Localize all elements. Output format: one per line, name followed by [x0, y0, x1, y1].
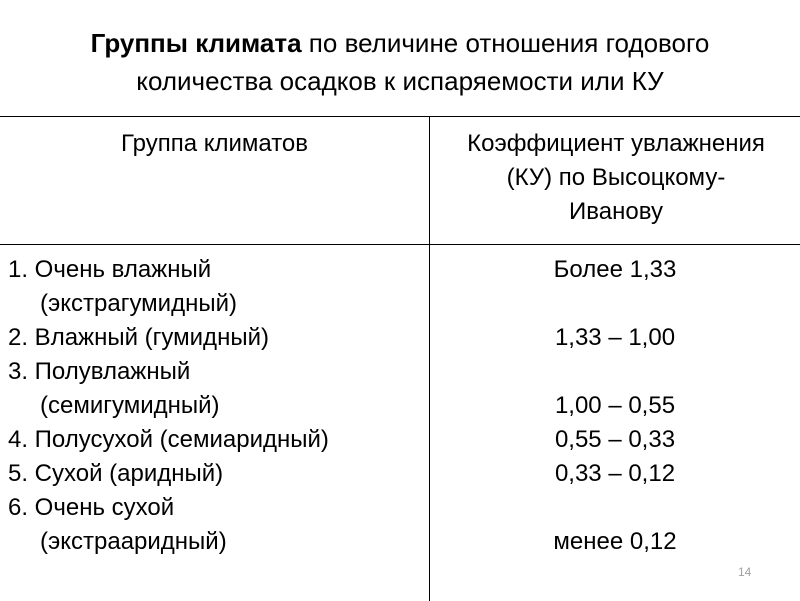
group-3-line-1: 3. Полувлажный: [8, 358, 191, 385]
title-line-1-rest: по величине отношения годового: [301, 28, 710, 58]
title-line-2: количества осадков к испаряемости или КУ: [136, 66, 664, 96]
header-right-line-3: Иванову: [569, 198, 663, 225]
group-5-line-1: 5. Сухой (аридный): [8, 460, 224, 487]
value-group-5: 0,33 – 0,12: [554, 460, 676, 487]
value-group-4: 0,55 – 0,33: [554, 426, 676, 453]
header-humidity-coefficient: [432, 127, 800, 229]
header-right-line-2: (КУ) по Высоцкому-: [506, 164, 726, 191]
group-1-line-2: (экстрагумидный): [40, 290, 237, 317]
header-divider: [0, 244, 800, 245]
slide-title: [0, 24, 800, 100]
group-6-line-2: (экстрааридный): [40, 528, 227, 555]
value-group-2: 1,33 – 1,00: [554, 324, 676, 351]
header-right-line-1: Коэффициент увлажнения: [467, 130, 765, 157]
group-6-line-1: 6. Очень сухой: [8, 494, 175, 521]
group-2-line-1: 2. Влажный (гумидный): [8, 324, 269, 351]
climate-groups-table: [0, 116, 800, 601]
value-group-6: менее 0,12: [553, 528, 677, 555]
group-1-line-1: 1. Очень влажный: [8, 256, 212, 283]
page-number: 14: [738, 565, 752, 579]
value-group-3: 1,00 – 0,55: [554, 392, 676, 419]
header-climate-group: Группа климатов: [120, 130, 309, 157]
title-bold: Группы климата: [90, 28, 302, 58]
value-group-1: Более 1,33: [553, 256, 677, 283]
title-line-1: [0, 24, 800, 62]
group-4-line-1: 4. Полусухой (семиаридный): [8, 426, 329, 453]
group-3-line-2: (семигумидный): [40, 392, 220, 419]
